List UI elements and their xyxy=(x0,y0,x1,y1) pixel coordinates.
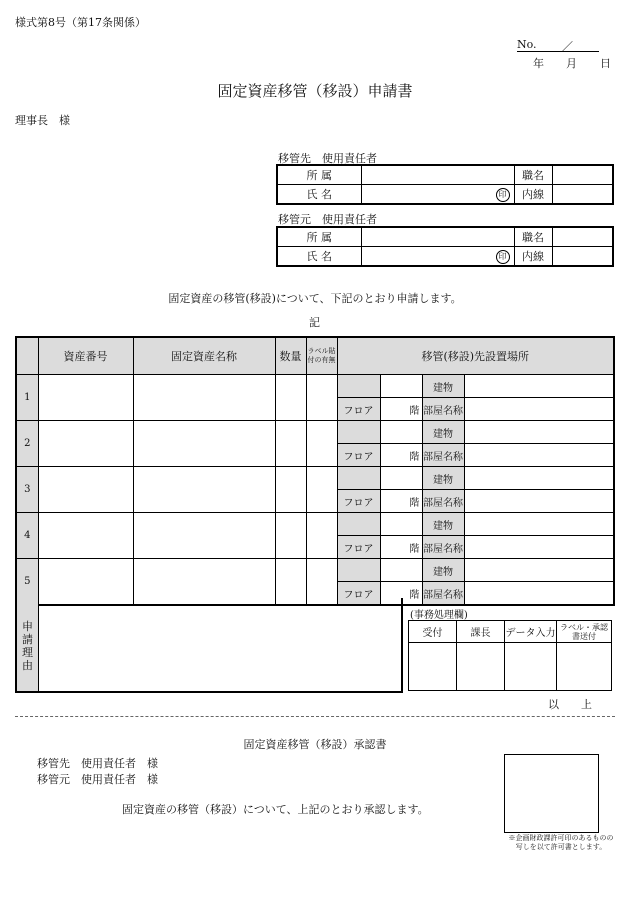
header-corner xyxy=(16,337,38,375)
date-day: 日 xyxy=(600,57,611,70)
number-field[interactable] xyxy=(517,38,599,52)
origin-name-label: 氏 名 xyxy=(277,247,361,267)
office-stamp-label-send[interactable] xyxy=(557,643,612,691)
building-input[interactable] xyxy=(464,559,614,582)
building-label: 建物 xyxy=(422,513,464,536)
office-stamp-chief[interactable] xyxy=(457,643,505,691)
approval-dest: 移管先 使用責任者 様 xyxy=(37,757,158,770)
origin-position-input[interactable] xyxy=(552,227,613,247)
origin-position-label: 職名 xyxy=(514,227,552,247)
origin-table xyxy=(276,226,614,267)
qty-input[interactable] xyxy=(275,421,306,467)
room-label: 部屋名称 xyxy=(422,536,464,559)
floor-label: フロア xyxy=(337,582,380,606)
header-location: 移管(移設)先設置場所 xyxy=(337,337,614,375)
office-col-label-send: ラベル・承認書送付 xyxy=(557,621,612,643)
end-mark: 以 上 xyxy=(548,698,592,711)
seal-mark: 印 xyxy=(496,250,510,264)
dest-position-label: 職名 xyxy=(514,165,552,185)
number-slash: ／ xyxy=(562,40,573,53)
row-number: 1 xyxy=(16,375,38,421)
office-col-data-entry: データ入力 xyxy=(505,621,557,643)
dest-position-input[interactable] xyxy=(552,165,613,185)
location-blank-input[interactable] xyxy=(380,421,422,444)
origin-extension-input[interactable] xyxy=(552,247,613,267)
table-row xyxy=(16,513,614,536)
table-row xyxy=(16,421,614,444)
label-input[interactable] xyxy=(306,513,337,559)
building-input[interactable] xyxy=(464,375,614,398)
floor-input[interactable] xyxy=(380,444,422,467)
asset-no-input[interactable] xyxy=(38,467,133,513)
ki-mark: 記 xyxy=(309,316,320,329)
origin-affiliation-label: 所 属 xyxy=(277,227,361,247)
asset-name-input[interactable] xyxy=(133,467,275,513)
office-col-reception: 受付 xyxy=(409,621,457,643)
row-number: 3 xyxy=(16,467,38,513)
origin-extension-label: 内線 xyxy=(514,247,552,267)
label-input[interactable] xyxy=(306,375,337,421)
building-input[interactable] xyxy=(464,467,614,490)
floor-label: フロア xyxy=(337,444,380,467)
dest-heading: 移管先 使用責任者 xyxy=(278,152,377,165)
office-title: (事務処理欄) xyxy=(410,610,468,621)
reason-input[interactable] xyxy=(40,598,401,691)
location-blank-input[interactable] xyxy=(380,513,422,536)
cut-line xyxy=(15,716,615,717)
form-number: 様式第8号（第17条関係） xyxy=(15,16,146,29)
dest-extension-label: 内線 xyxy=(514,185,552,205)
page-title: 固定資産移管（移設）申請書 xyxy=(217,82,413,100)
floor-label: フロア xyxy=(337,490,380,513)
asset-no-input[interactable] xyxy=(38,421,133,467)
location-blank-input[interactable] xyxy=(380,559,422,582)
room-input[interactable] xyxy=(464,490,614,513)
date-month: 月 xyxy=(566,57,577,70)
header-asset-no: 資産番号 xyxy=(38,337,133,375)
table-row xyxy=(16,375,614,398)
header-qty: 数量 xyxy=(275,337,306,375)
room-label: 部屋名称 xyxy=(422,490,464,513)
request-sentence: 固定資産の移管(移設)について、下記のとおり申請します。 xyxy=(168,292,462,305)
kai-label: 階 xyxy=(409,589,420,601)
office-stamp-reception[interactable] xyxy=(409,643,457,691)
addressee: 理事長 様 xyxy=(15,114,70,127)
approval-sentence: 固定資産の移管（移設）について、上記のとおり承認します。 xyxy=(122,803,429,816)
floor-input[interactable] xyxy=(380,398,422,421)
reason-label: 申請理由 xyxy=(17,598,39,691)
building-input[interactable] xyxy=(464,421,614,444)
table-row xyxy=(16,559,614,582)
label-input[interactable] xyxy=(306,467,337,513)
location-blank-input[interactable] xyxy=(380,375,422,398)
seal-mark: 印 xyxy=(496,188,510,202)
floor-label: フロア xyxy=(337,398,380,421)
location-blank xyxy=(337,421,380,444)
office-stamp-data-entry[interactable] xyxy=(505,643,557,691)
location-blank xyxy=(337,513,380,536)
table-row xyxy=(16,467,614,490)
qty-input[interactable] xyxy=(275,375,306,421)
date-year: 年 xyxy=(533,57,544,70)
approval-title: 固定資産移管（移設）承認書 xyxy=(243,738,387,751)
room-input[interactable] xyxy=(464,536,614,559)
row-number: 2 xyxy=(16,421,38,467)
asset-name-input[interactable] xyxy=(133,421,275,467)
room-input[interactable] xyxy=(464,444,614,467)
building-label: 建物 xyxy=(422,375,464,398)
dest-affiliation-input[interactable] xyxy=(361,165,514,185)
building-label: 建物 xyxy=(422,467,464,490)
origin-heading: 移管元 使用責任者 xyxy=(278,213,377,226)
kai-label: 階 xyxy=(409,405,420,417)
kai-label: 階 xyxy=(409,451,420,463)
kai-label: 階 xyxy=(409,497,420,509)
asset-table xyxy=(15,336,615,606)
dest-affiliation-label: 所 属 xyxy=(277,165,361,185)
room-label: 部屋名称 xyxy=(422,444,464,467)
floor-input[interactable] xyxy=(380,536,422,559)
header-asset-name: 固定資産名称 xyxy=(133,337,275,375)
label-input[interactable] xyxy=(306,421,337,467)
room-label: 部屋名称 xyxy=(422,582,464,606)
reason-box xyxy=(15,598,403,693)
approval-note: ※企画財政課許可印のあるものの写しを以て許可書とします。 xyxy=(508,834,614,851)
room-label: 部屋名称 xyxy=(422,398,464,421)
dest-name-label: 氏 名 xyxy=(277,185,361,205)
approval-origin: 移管元 使用責任者 様 xyxy=(37,773,158,786)
approval-stamp-box[interactable] xyxy=(504,754,599,833)
origin-affiliation-input[interactable] xyxy=(361,227,514,247)
asset-name-input[interactable] xyxy=(133,375,275,421)
building-label: 建物 xyxy=(422,421,464,444)
building-input[interactable] xyxy=(464,513,614,536)
building-label: 建物 xyxy=(422,559,464,582)
row-number: 5 xyxy=(16,559,38,606)
floor-label: フロア xyxy=(337,536,380,559)
location-blank-input[interactable] xyxy=(380,467,422,490)
number-label: No. xyxy=(517,38,537,51)
office-table xyxy=(408,620,612,691)
location-blank xyxy=(337,467,380,490)
asset-no-input[interactable] xyxy=(38,513,133,559)
location-blank xyxy=(337,559,380,582)
row-number: 4 xyxy=(16,513,38,559)
dest-name-input[interactable] xyxy=(361,185,514,205)
header-label: ラベル貼付の有無 xyxy=(306,337,337,375)
room-input[interactable] xyxy=(464,582,614,606)
qty-input[interactable] xyxy=(275,513,306,559)
office-col-chief: 課長 xyxy=(457,621,505,643)
asset-no-input[interactable] xyxy=(38,375,133,421)
origin-name-input[interactable] xyxy=(361,247,514,267)
asset-name-input[interactable] xyxy=(133,513,275,559)
floor-input[interactable] xyxy=(380,490,422,513)
qty-input[interactable] xyxy=(275,467,306,513)
kai-label: 階 xyxy=(409,543,420,555)
dest-extension-input[interactable] xyxy=(552,185,613,205)
room-input[interactable] xyxy=(464,398,614,421)
dest-table xyxy=(276,164,614,205)
location-blank xyxy=(337,375,380,398)
